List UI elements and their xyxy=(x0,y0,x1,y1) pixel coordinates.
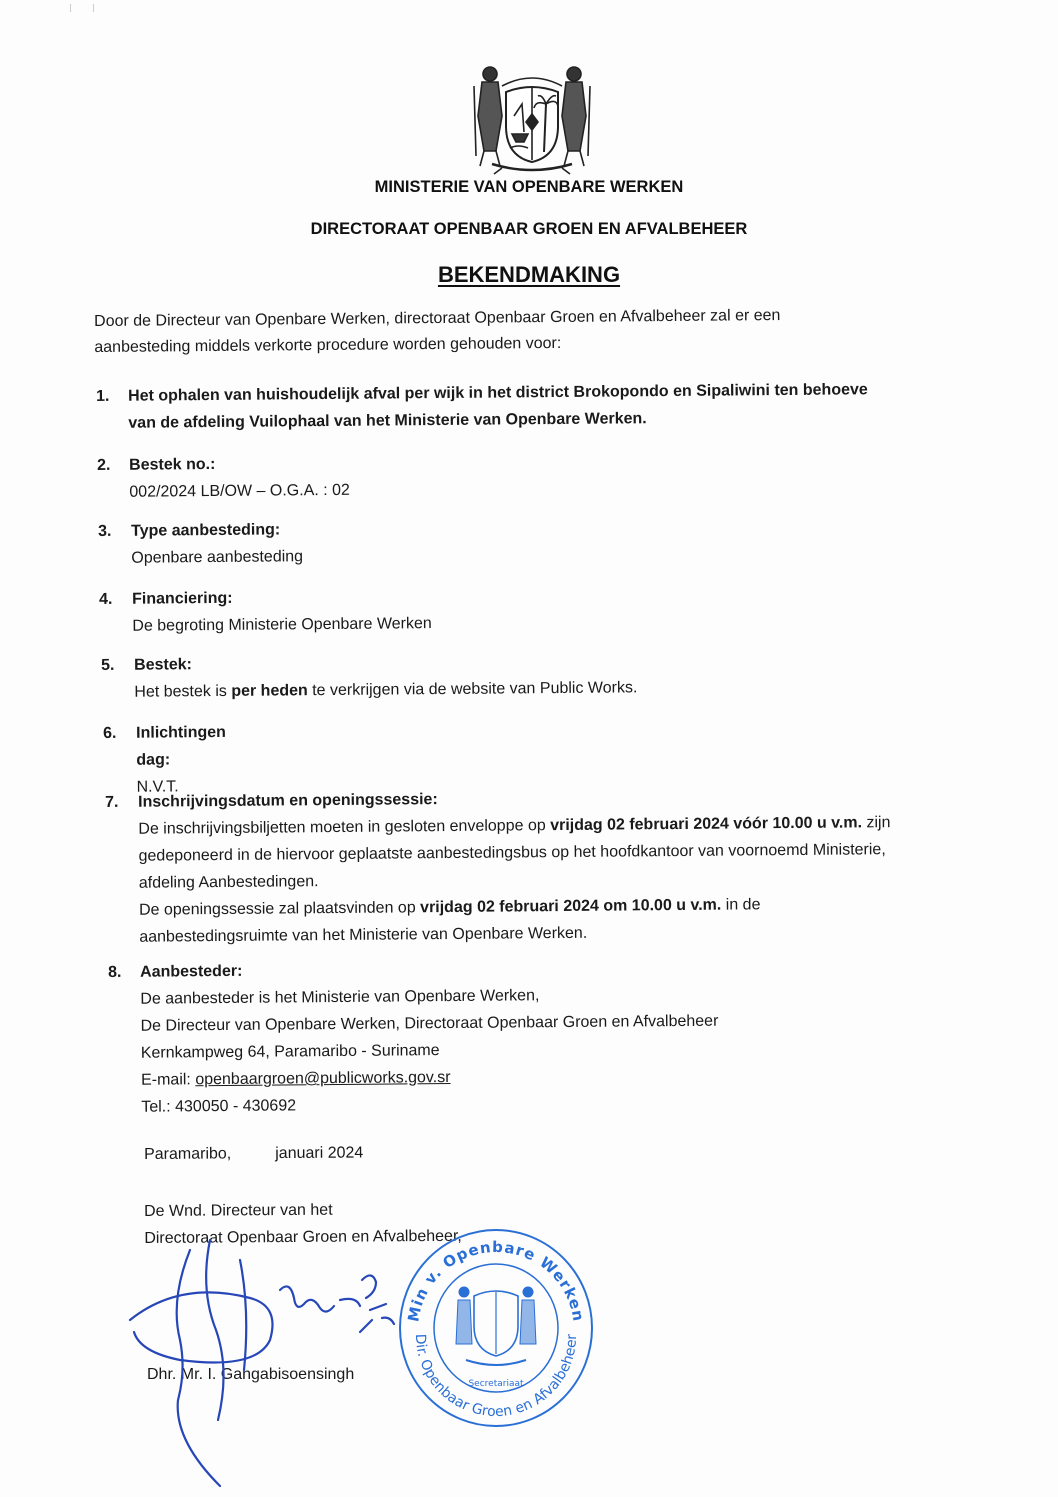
item-label: Inlichtingen dag: xyxy=(136,723,226,769)
item-value: 002/2024 LB/OW – O.G.A. : 02 xyxy=(129,481,350,501)
item-value: Het bestek is per heden te verkrijgen via de website van Public Works. xyxy=(134,679,638,701)
item-label: Financiering: xyxy=(132,589,233,608)
item-number: 2. xyxy=(97,456,111,474)
official-stamp xyxy=(396,1226,596,1430)
item-text-line: De openingssessie zal plaatsvinden op vrijdag 02 februari 2024 om 10.00 u v.m. in de xyxy=(138,896,761,919)
item-number: 1. xyxy=(96,387,110,405)
subject-line: van de afdeling Vuilophaal van het Ministerie van Openbare Werken. xyxy=(128,410,647,432)
item-text-line: afdeling Aanbestedingen. xyxy=(138,873,319,892)
item-label: Aanbesteder: xyxy=(140,962,243,981)
phone-line: Tel.: 430050 - 430692 xyxy=(141,1097,297,1116)
ministry-heading: MINISTERIE VAN OPENBARE WERKEN xyxy=(374,178,684,196)
intro-paragraph xyxy=(94,302,914,361)
item-number: 6. xyxy=(103,724,117,742)
item-label: Inschrijvingsdatum en openingssessie: xyxy=(138,791,438,811)
item-text-line: De aanbesteder is het Ministerie van Openbare Werken, xyxy=(140,987,540,1008)
item-label: Bestek: xyxy=(134,656,193,674)
item-value: Openbare aanbesteding xyxy=(131,548,304,567)
subject-line: Het ophalen van huishoudelijk afval per wijk in het district Brokopondo en Sipaliwini ten behoeve xyxy=(128,381,868,405)
stamp-top-text: Min v. Openbare Werken xyxy=(404,1237,588,1324)
item-text-line: De inschrijvingsbiljetten moeten in gesloten enveloppe op vrijdag 02 februari 2024 vóór 10.00 u v.m. zijn xyxy=(138,814,891,838)
address-line: Kernkampweg 64, Paramaribo - Suriname xyxy=(140,1042,440,1062)
place: Paramaribo, xyxy=(144,1145,232,1163)
item-number: 8. xyxy=(108,963,122,981)
item-number: 7. xyxy=(105,793,119,811)
item-text-line: gedeponeerd in de hiervoor geplaatste aanbestedingsbus op het hoofdkantoor van voornoemd Ministerie, xyxy=(138,841,886,865)
item-number: 5. xyxy=(101,656,115,674)
stamp-center-text: Secretariaat xyxy=(468,1379,524,1389)
handwritten-signature xyxy=(120,1220,420,1490)
email-link[interactable]: openbaargroen@publicworks.gov.sr xyxy=(195,1069,451,1089)
place-date xyxy=(144,1144,363,1164)
role-line: Directoraat Openbaar Groen en Afvalbeheer, xyxy=(144,1227,462,1247)
email-line: E-mail: openbaargroen@publicworks.gov.sr xyxy=(140,1069,451,1089)
directorate-heading: DIRECTORAAT OPENBAAR GROEN EN AFVALBEHEER xyxy=(310,220,748,238)
signer-name: Dhr. Mr. I. Gangabisoensingh xyxy=(147,1366,355,1383)
role-line: De Wnd. Directeur van het xyxy=(144,1201,333,1220)
item-text-line: aanbestedingsruimte van het Ministerie van Openbare Werken. xyxy=(139,924,588,946)
intro-line: Door de Directeur van Openbare Werken, directoraat Openbaar Groen en Afvalbeheer zal er een xyxy=(94,307,781,330)
item-number: 3. xyxy=(98,522,112,540)
stamp-bottom-text: Dir. Openbaar Groen en Afvalbeheer xyxy=(411,1333,581,1421)
item-value: De begroting Ministerie Openbare Werken xyxy=(132,615,432,635)
item-text-line: De Directeur van Openbare Werken, Directoraat Openbaar Groen en Afvalbeheer xyxy=(140,1012,719,1035)
coat-of-arms-icon xyxy=(462,56,602,176)
item-label: Bestek no.: xyxy=(129,455,216,474)
item-number: 4. xyxy=(99,590,113,608)
scan-artifact xyxy=(70,4,94,12)
item-value: N.V.T. xyxy=(136,778,179,796)
date: januari 2024 xyxy=(275,1144,364,1163)
intro-line: aanbesteding middels verkorte procedure worden gehouden voor: xyxy=(94,334,562,356)
document-title: BEKENDMAKING xyxy=(437,262,621,287)
item-label: Type aanbesteding: xyxy=(131,521,281,540)
